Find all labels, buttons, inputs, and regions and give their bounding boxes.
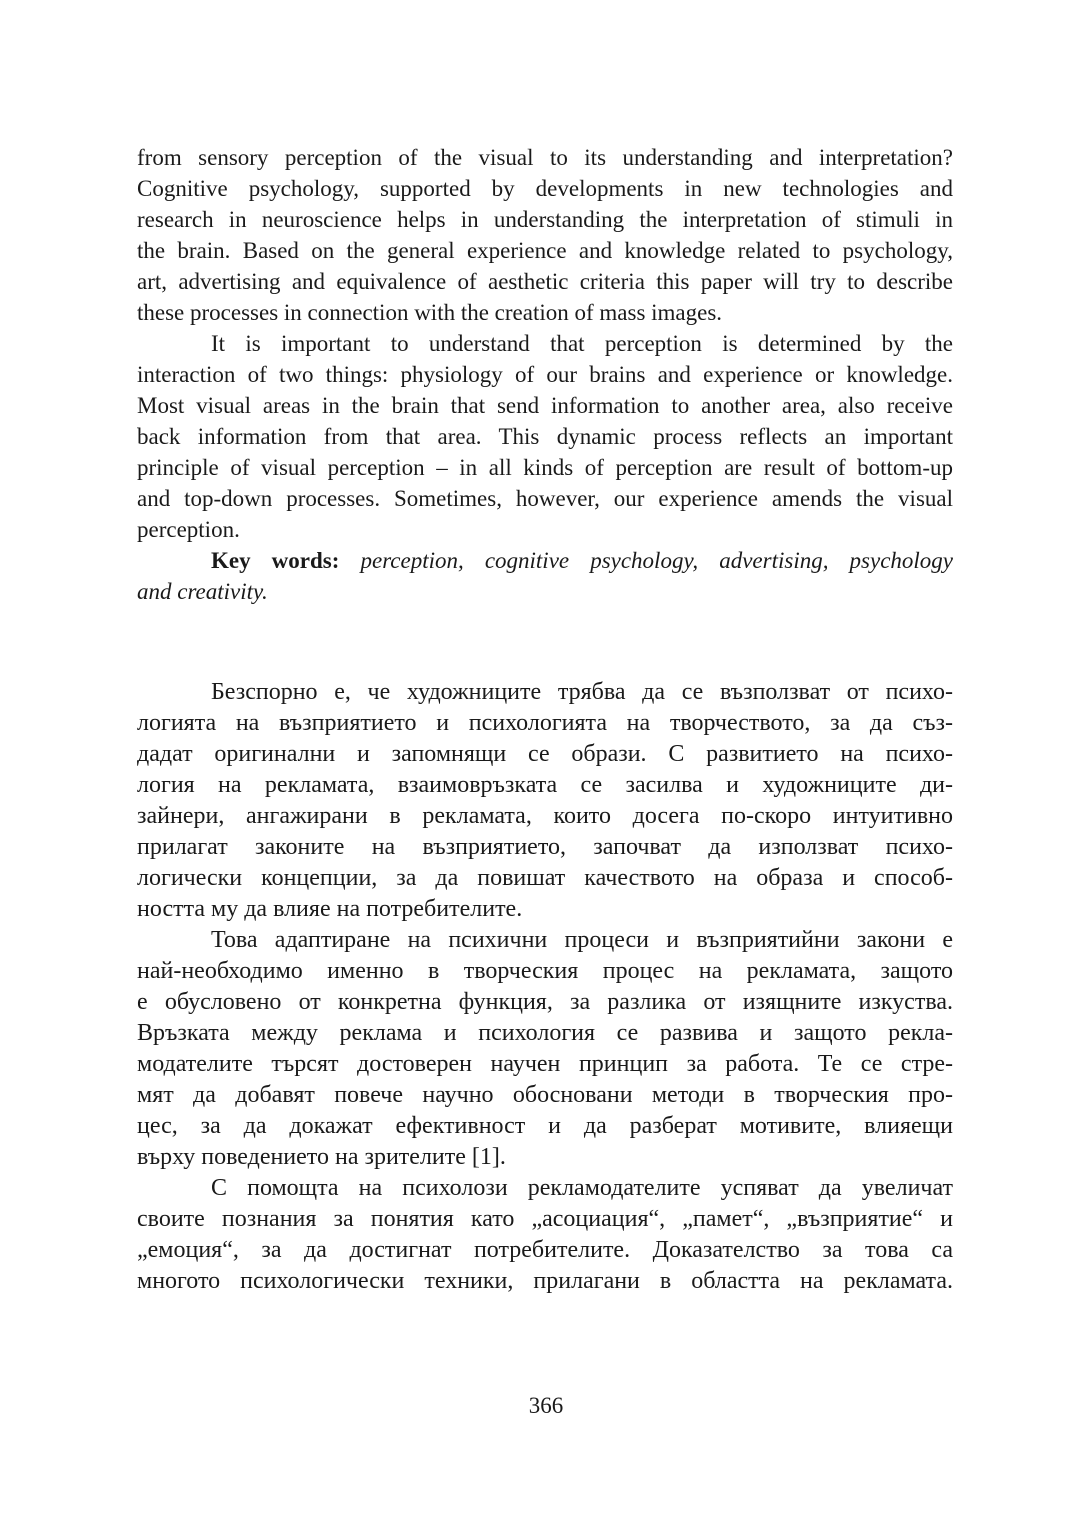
text-line: върху поведението на зрителите [1]. bbox=[137, 1144, 506, 1170]
text-line: interaction of two things: physiology of our brains and experience or knowledge. bbox=[137, 362, 953, 387]
text-line: логически концепции, за да повишат качеството на образа и способ- bbox=[137, 865, 953, 891]
text-line: these processes in connection with the creation of mass images. bbox=[137, 300, 723, 325]
text-line: research in neuroscience helps in understanding the interpretation of stimuli in bbox=[137, 207, 953, 232]
text-line: and top-down processes. Sometimes, however, our experience amends the visual bbox=[137, 486, 953, 511]
text-line: е обусловено от конкретна функция, за разлика от изящните изкуства. bbox=[137, 989, 953, 1015]
text-line: своите познания за понятия като „асоциация“, „памет“, „възприятие“ и bbox=[137, 1206, 953, 1232]
keywords-line bbox=[137, 576, 953, 607]
text-line: principle of visual perception – in all kinds of perception are result of bottom-up bbox=[137, 455, 953, 480]
text-line: Това адаптиране на психични процеси и възприятийни закони е bbox=[211, 927, 953, 953]
text-line: from sensory perception of the visual to its understanding and interpretation? bbox=[137, 145, 953, 170]
abstract-paragraph-1 bbox=[137, 142, 953, 328]
text-line: най-необходимо именно в творческия процес на рекламата, защото bbox=[137, 958, 953, 984]
text-line: модателите търсят достоверен научен принцип за работа. Те се стре- bbox=[137, 1051, 953, 1077]
body-text bbox=[137, 677, 953, 1297]
text-line: зайнери, ангажирани в рекламата, които досега по-скоро интуитивно bbox=[137, 803, 953, 829]
body-paragraph-1 bbox=[137, 677, 953, 925]
text-line: art, advertising and equivalence of aesthetic criteria this paper will try to describe bbox=[137, 269, 953, 294]
text-line: дадат оригинални и запомнящи се образи. С развитието на психо- bbox=[137, 741, 953, 767]
keywords-line bbox=[137, 545, 953, 576]
body-paragraph-2 bbox=[137, 925, 953, 1173]
text-line: многото психологически техники, прилагани в областта на рекламата. bbox=[137, 1268, 953, 1294]
text-line: цес, за да докажат ефективност и да разберат мотивите, влияещи bbox=[137, 1113, 953, 1139]
text-line: логията на възприятието и психологията на творчеството, за да съз- bbox=[137, 710, 953, 736]
text-line: Cognitive psychology, supported by developments in new technologies and bbox=[137, 176, 953, 201]
text-line: С помощта на психолози рекламодателите успяват да увеличат bbox=[211, 1175, 953, 1201]
keywords-label: Key words: bbox=[211, 548, 340, 573]
text-line: мят да добавят повече научно обосновани методи в творческия про- bbox=[137, 1082, 953, 1108]
text-line: прилагат законите на възприятието, започват да използват психо- bbox=[137, 834, 953, 860]
text-line: back information from that area. This dynamic process reflects an important bbox=[137, 424, 953, 449]
text-line: It is important to understand that perception is determined by the bbox=[211, 331, 953, 356]
text-line: логия на рекламата, взаимовръзката се засилва и художниците ди- bbox=[137, 772, 953, 798]
page-number: 366 bbox=[528, 1393, 564, 1418]
text-line: perception. bbox=[137, 517, 240, 542]
text-line: „емоция“, за да достигнат потребителите. Доказателство за това са bbox=[137, 1237, 953, 1263]
text-line: the brain. Based on the general experience and knowledge related to psychology, bbox=[137, 238, 953, 263]
body-paragraph-3 bbox=[137, 1173, 953, 1297]
text-line: Most visual areas in the brain that send information to another area, also receive bbox=[137, 393, 953, 418]
keywords-text: and creativity. bbox=[137, 579, 268, 604]
abstract bbox=[137, 142, 953, 607]
text-line: ността му да влияе на потребителите. bbox=[137, 896, 523, 922]
text-line: Безспорно е, че художниците трябва да се възползват от психо- bbox=[211, 679, 953, 705]
keywords-text: perception, cognitive psychology, advertising, psychology bbox=[360, 548, 953, 573]
abstract-paragraph-2 bbox=[137, 328, 953, 545]
keywords bbox=[137, 545, 953, 607]
text-line: Връзката между реклама и психология се развива и защото рекла- bbox=[137, 1020, 953, 1046]
